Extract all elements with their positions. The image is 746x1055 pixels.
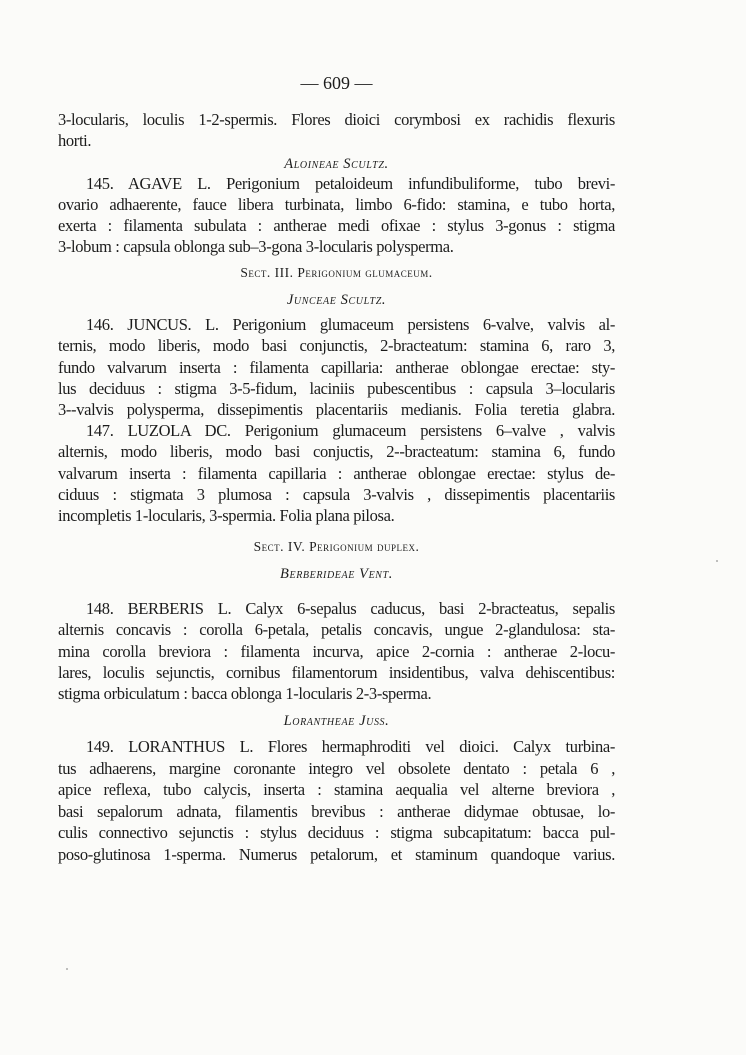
entry-loranthus-line: apice reflexa, tubo calycis, inserta : stamina aequalia vel alterne breviora , (58, 780, 615, 799)
entry-loranthus-line: basi sepalorum adnata, filamentis brevibus : antherae didymae obtusae, lo- (58, 802, 615, 821)
entry-juncus-line: 146. JUNCUS. L. Perigonium glumaceum persistens 6-valve, valvis al- (86, 315, 615, 334)
section-heading-4: Sect. IV. Perigonium duplex. (253, 539, 420, 554)
entry-luzola-line: alternis, modo liberis, modo basi conjuctis, 2--bracteatum: stamina 6, fundo (58, 442, 615, 461)
entry-juncus-line: lus deciduus : stigma 3-5-fidum, laciniis pubescentibus : capsula 3–locularis (58, 379, 615, 398)
entry-luzola-line: ciduus : stigmata 3 plumosa : capsula 3-valvis , dissepimentis placentariis (58, 485, 615, 504)
entry-loranthus-line: poso-glutinosa 1-sperma. Numerus petalorum, et staminum quandoque varius. (58, 845, 615, 864)
entry-berberis-line: stigma orbiculatum : bacca oblonga 1-locularis 2-3-sperma. (58, 684, 432, 703)
entry-berberis-line: lares, loculis sejunctis, cornibus filamentorum insidentibus, valva dehiscentibus: (58, 663, 615, 682)
paper-speck (716, 560, 718, 562)
entry-luzola-line: 147. LUZOLA DC. Perigonium glumaceum persistens 6–valve , valvis (86, 421, 615, 440)
entry-luzola-line: incompletis 1-locularis, 3-spermia. Folia plana pilosa. (58, 506, 395, 525)
family-heading-lorantheae: Loranthеae Juss. (283, 713, 390, 729)
family-heading-aloineae: Aloineae Scultz. (284, 156, 389, 172)
entry-agave-line: ovario adhaerente, fauce libera turbinata, limbo 6-fido: stamina, e tubo horta, (58, 195, 615, 214)
paper-speck (66, 968, 68, 970)
entry-berberis-line: 148. BERBERIS L. Calyx 6-sepalus caducus, basi 2-bracteatus, sepalis (86, 599, 615, 618)
family-heading-berberideae: Berberideae Vent. (280, 566, 393, 582)
entry-luzola-line: valvarum inserta : filamenta capillaria : antherae oblongae erectae: stylus de- (58, 464, 615, 483)
entry-loranthus-line: 149. LORANTHUS L. Flores hermaphroditi vel dioici. Calyx turbina- (86, 737, 615, 756)
entry-berberis-line: alternis concavis : corolla 6-petala, petalis concavis, ungue 2-glandulosa: sta- (58, 620, 615, 639)
entry-juncus-line: ternis, modo liberis, modo basi conjunctis, 2-bracteatum: stamina 6, raro 3, (58, 336, 615, 355)
entry-agave-line: 3-lobum : capsula oblonga sub–3-gona 3-locularis polysperma. (58, 237, 454, 256)
section-heading-3: Sect. III. Perigonium glumaceum. (240, 265, 433, 280)
text-line: horti. (58, 131, 92, 150)
entry-berberis-line: mina corolla breviora : filamenta incurva, apice 2-cornia : antherae 2-locu- (58, 642, 615, 661)
entry-agave-line: 145. AGAVE L. Perigonium petaloideum infundibuliforme, tubo brevi- (86, 174, 615, 193)
entry-juncus-line: fundo valvarum inserta : filamenta capillaria: antherae oblongae erectae: sty- (58, 358, 615, 377)
entry-loranthus-line: culis connectivo sejunctis : stylus deciduus : stigma subcapitatum: bacca pul- (58, 823, 615, 842)
text-line: 3-locularis, loculis 1-2-spermis. Flores dioici corymbosi ex rachidis flexuris (58, 110, 615, 129)
family-heading-junceae: Junceae Scultz. (286, 292, 387, 308)
entry-loranthus-line: tus adhaerens, margine coronante integro vel obsolete dentato : petala 6 , (58, 759, 615, 778)
entry-agave-line: exerta : filamenta subulata : antherae medi ofixae : stylus 3-gonus : stigma (58, 216, 615, 235)
page-number: — 609 — (300, 73, 373, 93)
entry-juncus-line: 3--valvis polysperma, dissepimentis placentariis medianis. Folia teretia glabra. (58, 400, 615, 419)
